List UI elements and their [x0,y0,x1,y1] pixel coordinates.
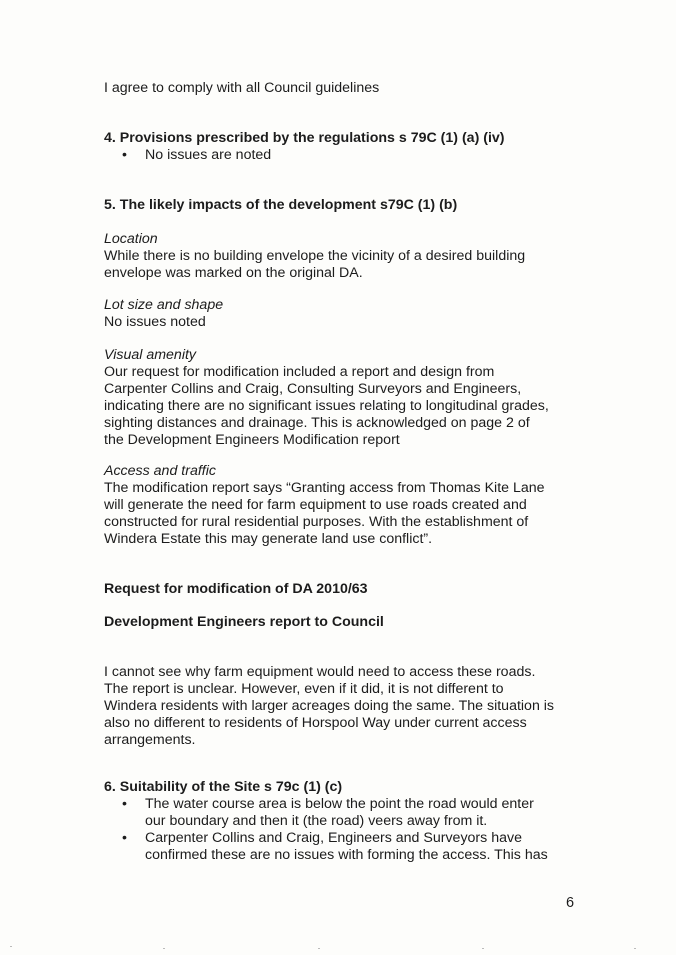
section-4-bullets [104,147,574,164]
bullet-icon: • [122,830,127,846]
text-line: Windera residents with larger acreages doing the same. The situation is [104,698,555,714]
text-line: will generate the need for farm equipment to use roads created and [104,497,527,513]
lot-size-text [104,314,574,331]
section-4-heading: 4. Provisions prescribed by the regulations s 79C (1) (a) (iv) [104,130,505,146]
visual-amenity-text [104,364,574,449]
section-5-heading: 5. The likely impacts of the development s79C (1) (b) [104,197,458,213]
list-item [104,830,574,864]
section-6-bullets [104,796,574,864]
text-line: The modification report says “Granting access from Thomas Kite Lane [104,480,545,496]
bullet-text: No issues are noted [145,147,272,163]
access-traffic-label: Access and traffic [104,463,216,479]
access-traffic-text [104,480,574,548]
request-heading: Request for modification of DA 2010/63 [104,581,368,597]
scan-speck [163,948,165,949]
scan-speck [318,948,320,949]
section-6-heading: 6. Suitability of the Site s 79c (1) (c) [104,779,343,795]
text-line: indicating there are no significant issues relating to longitudinal grades, [104,398,549,414]
response-text [104,664,574,749]
text-line: constructed for rural residential purposes. With the establishment of [104,514,529,530]
text-line: No issues noted [104,314,206,330]
text-line: Carpenter Collins and Craig, Engineers and Surveyors have [145,830,522,846]
text-line: While there is no building envelope the vicinity of a desired building [104,248,526,264]
bullet-icon: • [122,796,127,812]
page-number: 6 [566,895,575,911]
scan-speck [634,948,636,949]
visual-amenity-label: Visual amenity [104,347,197,363]
engineers-heading: Development Engineers report to Council [104,614,384,630]
text-line: The water course area is below the point the road would enter [145,796,534,812]
text-line: arrangements. [104,732,196,748]
scan-speck [10,946,12,947]
text-line: envelope was marked on the original DA. [104,265,363,281]
text-line: our boundary and then it (the road) veers away from it. [145,813,488,829]
text-line: I cannot see why farm equipment would need to access these roads. [104,664,536,680]
location-label: Location [104,231,158,247]
intro-text: I agree to comply with all Council guidelines [104,80,380,96]
location-text [104,248,574,282]
lot-size-label: Lot size and shape [104,297,224,313]
text-line: also no different to residents of Horspool Way under current access [104,715,527,731]
bullet-icon: • [122,147,127,163]
list-item [104,796,574,830]
scan-speck [482,948,484,949]
list-item [104,147,574,164]
text-line: Windera Estate this may generate land use conflict”. [104,531,433,547]
text-line: the Development Engineers Modification report [104,432,400,448]
text-line: Our request for modification included a report and design from [104,364,495,380]
text-line: Carpenter Collins and Craig, Consulting Surveyors and Engineers, [104,381,522,397]
text-line: confirmed these are no issues with forming the access. This has [145,847,548,863]
text-line: sighting distances and drainage. This is acknowledged on page 2 of [104,415,530,431]
text-line: The report is unclear. However, even if it did, it is not different to [104,681,504,697]
